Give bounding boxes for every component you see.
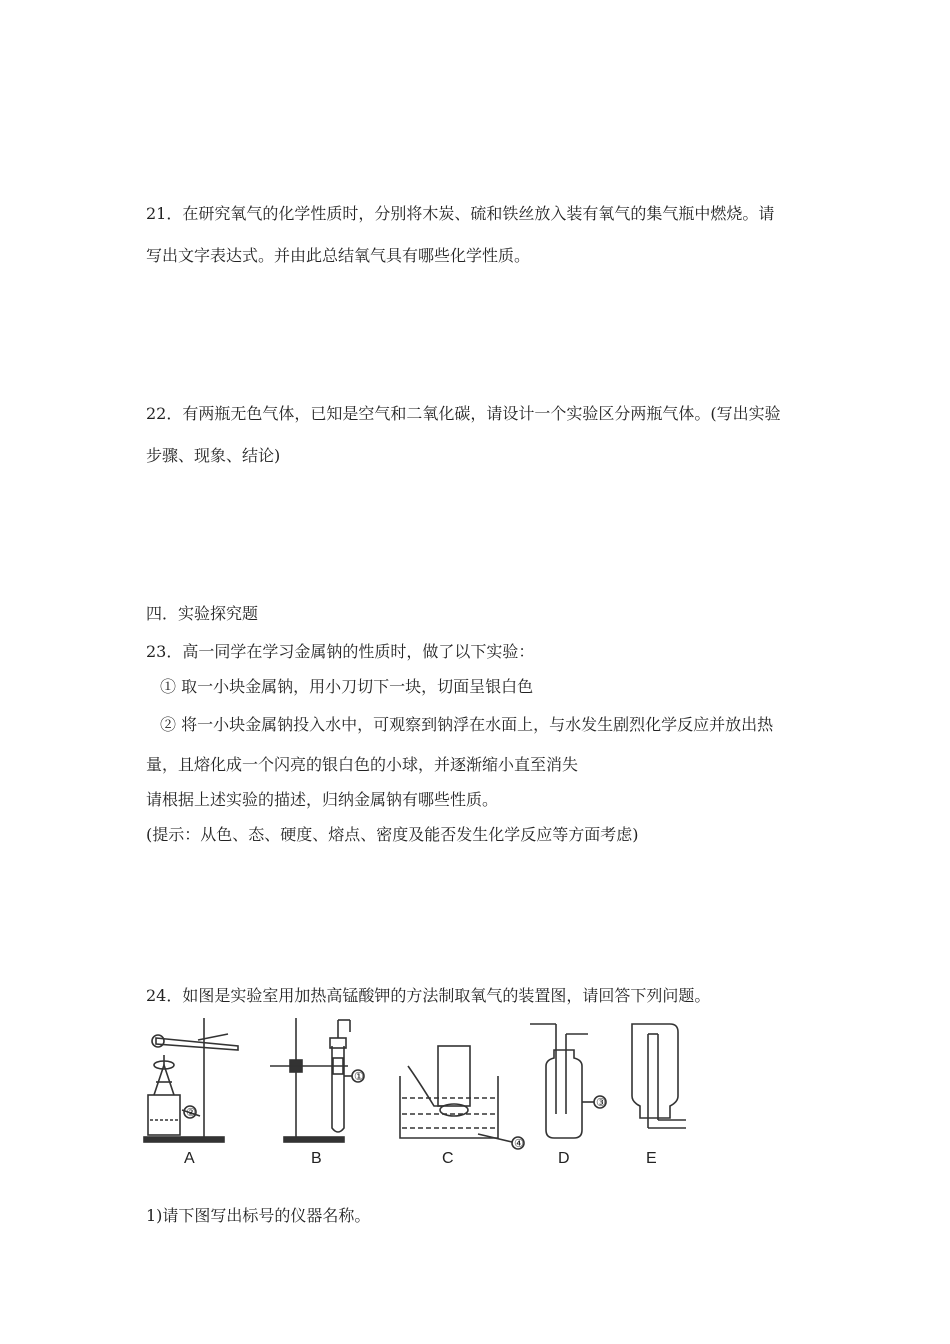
q22-line2: 步骤、现象、结论) — [146, 446, 281, 465]
q21-line1: 21．在研究氧气的化学性质时，分别将木炭、硫和铁丝放入装有氧气的集气瓶中燃烧。请 — [146, 204, 775, 223]
q23-item1: ① 取一小块金属钠，用小刀切下一块，切面呈银白色 — [160, 677, 534, 696]
q23-hint: (提示：从色、态、硬度、熔点、密度及能否发生化学反应等方面考虑) — [146, 825, 639, 844]
apparatus-b — [270, 1018, 364, 1142]
marker-4: ④ — [514, 1138, 524, 1150]
q23-item2a: ② 将一小块金属钠投入水中，可观察到钠浮在水面上，与水发生剧烈化学反应并放出热 — [160, 715, 774, 734]
apparatus-c — [400, 1046, 524, 1149]
q22-line1: 22．有两瓶无色气体，已知是空气和二氧化碳，请设计一个实验区分两瓶气体。(写出实验 — [146, 404, 781, 423]
apparatus-d — [530, 1024, 606, 1138]
marker-3: ③ — [596, 1097, 606, 1109]
label-c: C — [442, 1150, 454, 1167]
apparatus-diagram — [138, 1010, 698, 1180]
q24-line1: 24．如图是实验室用加热高锰酸钾的方法制取氧气的装置图，请回答下列问题。 — [146, 986, 711, 1005]
q23-line1: 23．高一同学在学习金属钠的性质时，做了以下实验： — [146, 642, 535, 661]
label-d: D — [558, 1150, 570, 1167]
label-b: B — [311, 1150, 322, 1167]
label-a: A — [184, 1150, 195, 1167]
apparatus-e — [632, 1024, 686, 1128]
apparatus-a — [144, 1018, 238, 1142]
q23-item2b: 量，且熔化成一个闪亮的银白色的小球，并逐渐缩小直至消失 — [146, 755, 579, 774]
section-4-title: 四．实验探究题 — [146, 604, 259, 623]
label-e: E — [646, 1150, 657, 1167]
marker-1: ① — [354, 1071, 364, 1083]
q21-line2: 写出文字表达式。并由此总结氧气具有哪些化学性质。 — [146, 246, 531, 265]
q23-line3: 请根据上述实验的描述，归纳金属钠有哪些性质。 — [146, 790, 499, 809]
q24-sub1: 1)请下图写出标号的仪器名称。 — [146, 1206, 371, 1225]
marker-2: ② — [186, 1107, 196, 1119]
